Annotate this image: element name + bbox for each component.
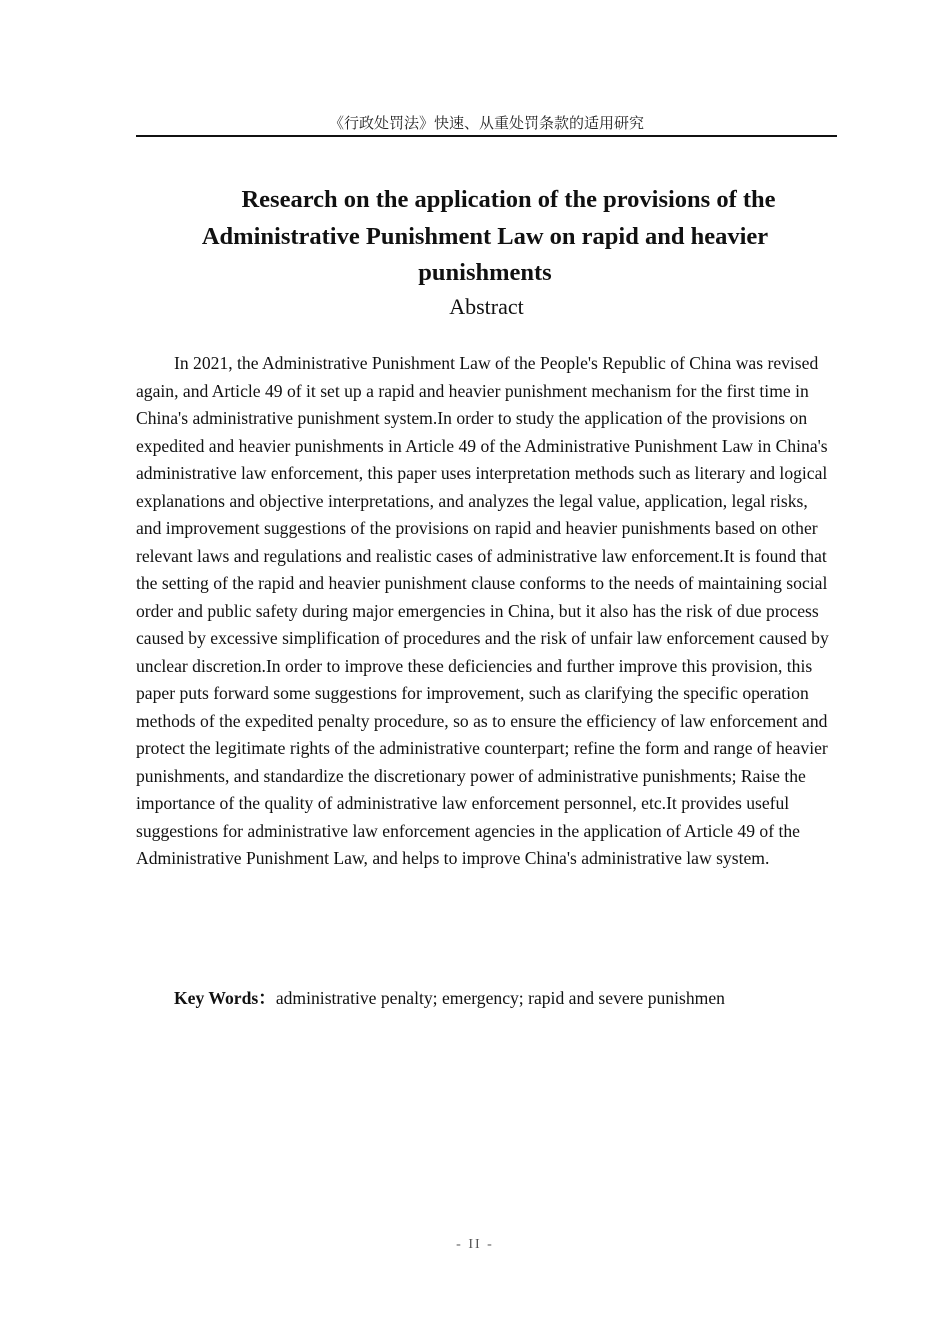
running-header: 《行政处罚法》快速、从重处罚条款的适用研究 (136, 113, 837, 137)
abstract-heading: Abstract (449, 294, 524, 319)
page-number: - II - (456, 1237, 494, 1252)
paper-title: Research on the application of the provisions of the Administrative Punishment Law on rapid and heavier punishments (201, 186, 776, 286)
keywords-label: Key Words： (174, 988, 276, 1008)
keywords-value: administrative penalty; emergency; rapid and severe punishmen (275, 988, 725, 1008)
abstract-body: In 2021, the Administrative Punishment Law of the People's Republic of China was revised again, and Article 49 of it set up a rapid and heavier punishment mechanism for the first time in China's administrative punishment system.In order to study the application of the provisions on expedited and heavier punishments in Article 49 of the Administrative Punishment Law in China's administrative law enforcement, this paper uses interpretation methods such as literary and logical explanations and objective interpretations, and analyzes the legal value, application, legal risks, and improvement suggestions of the provisions on rapid and heavier punishments based on other relevant laws and regulations and realistic cases of administrative law enforcement.It is found that the setting of the rapid and heavier punishment clause conforms to the needs of maintaining social order and public safety during major emergencies in China, but it also has the risk of due process caused by excessive simplification of procedures and the risk of unfair law enforcement caused by unclear discretion.In order to improve these deficiencies and further improve this provision, this paper puts forward some suggestions for improvement, such as clarifying the specific operation methods of the expedited penalty procedure, so as to ensure the efficiency of law enforcement and protect the legitimate rights of the administrative counterpart; refine the form and range of heavier punishments, and standardize the discretionary power of administrative punishments; Raise the importance of the quality of administrative law enforcement personnel, etc.It provides useful suggestions for administrative law enforcement agencies in the application of Article 49 of the Administrative Punishment Law, and helps to improve China's administrative law system. (136, 353, 829, 868)
keywords-line (174, 985, 837, 1013)
